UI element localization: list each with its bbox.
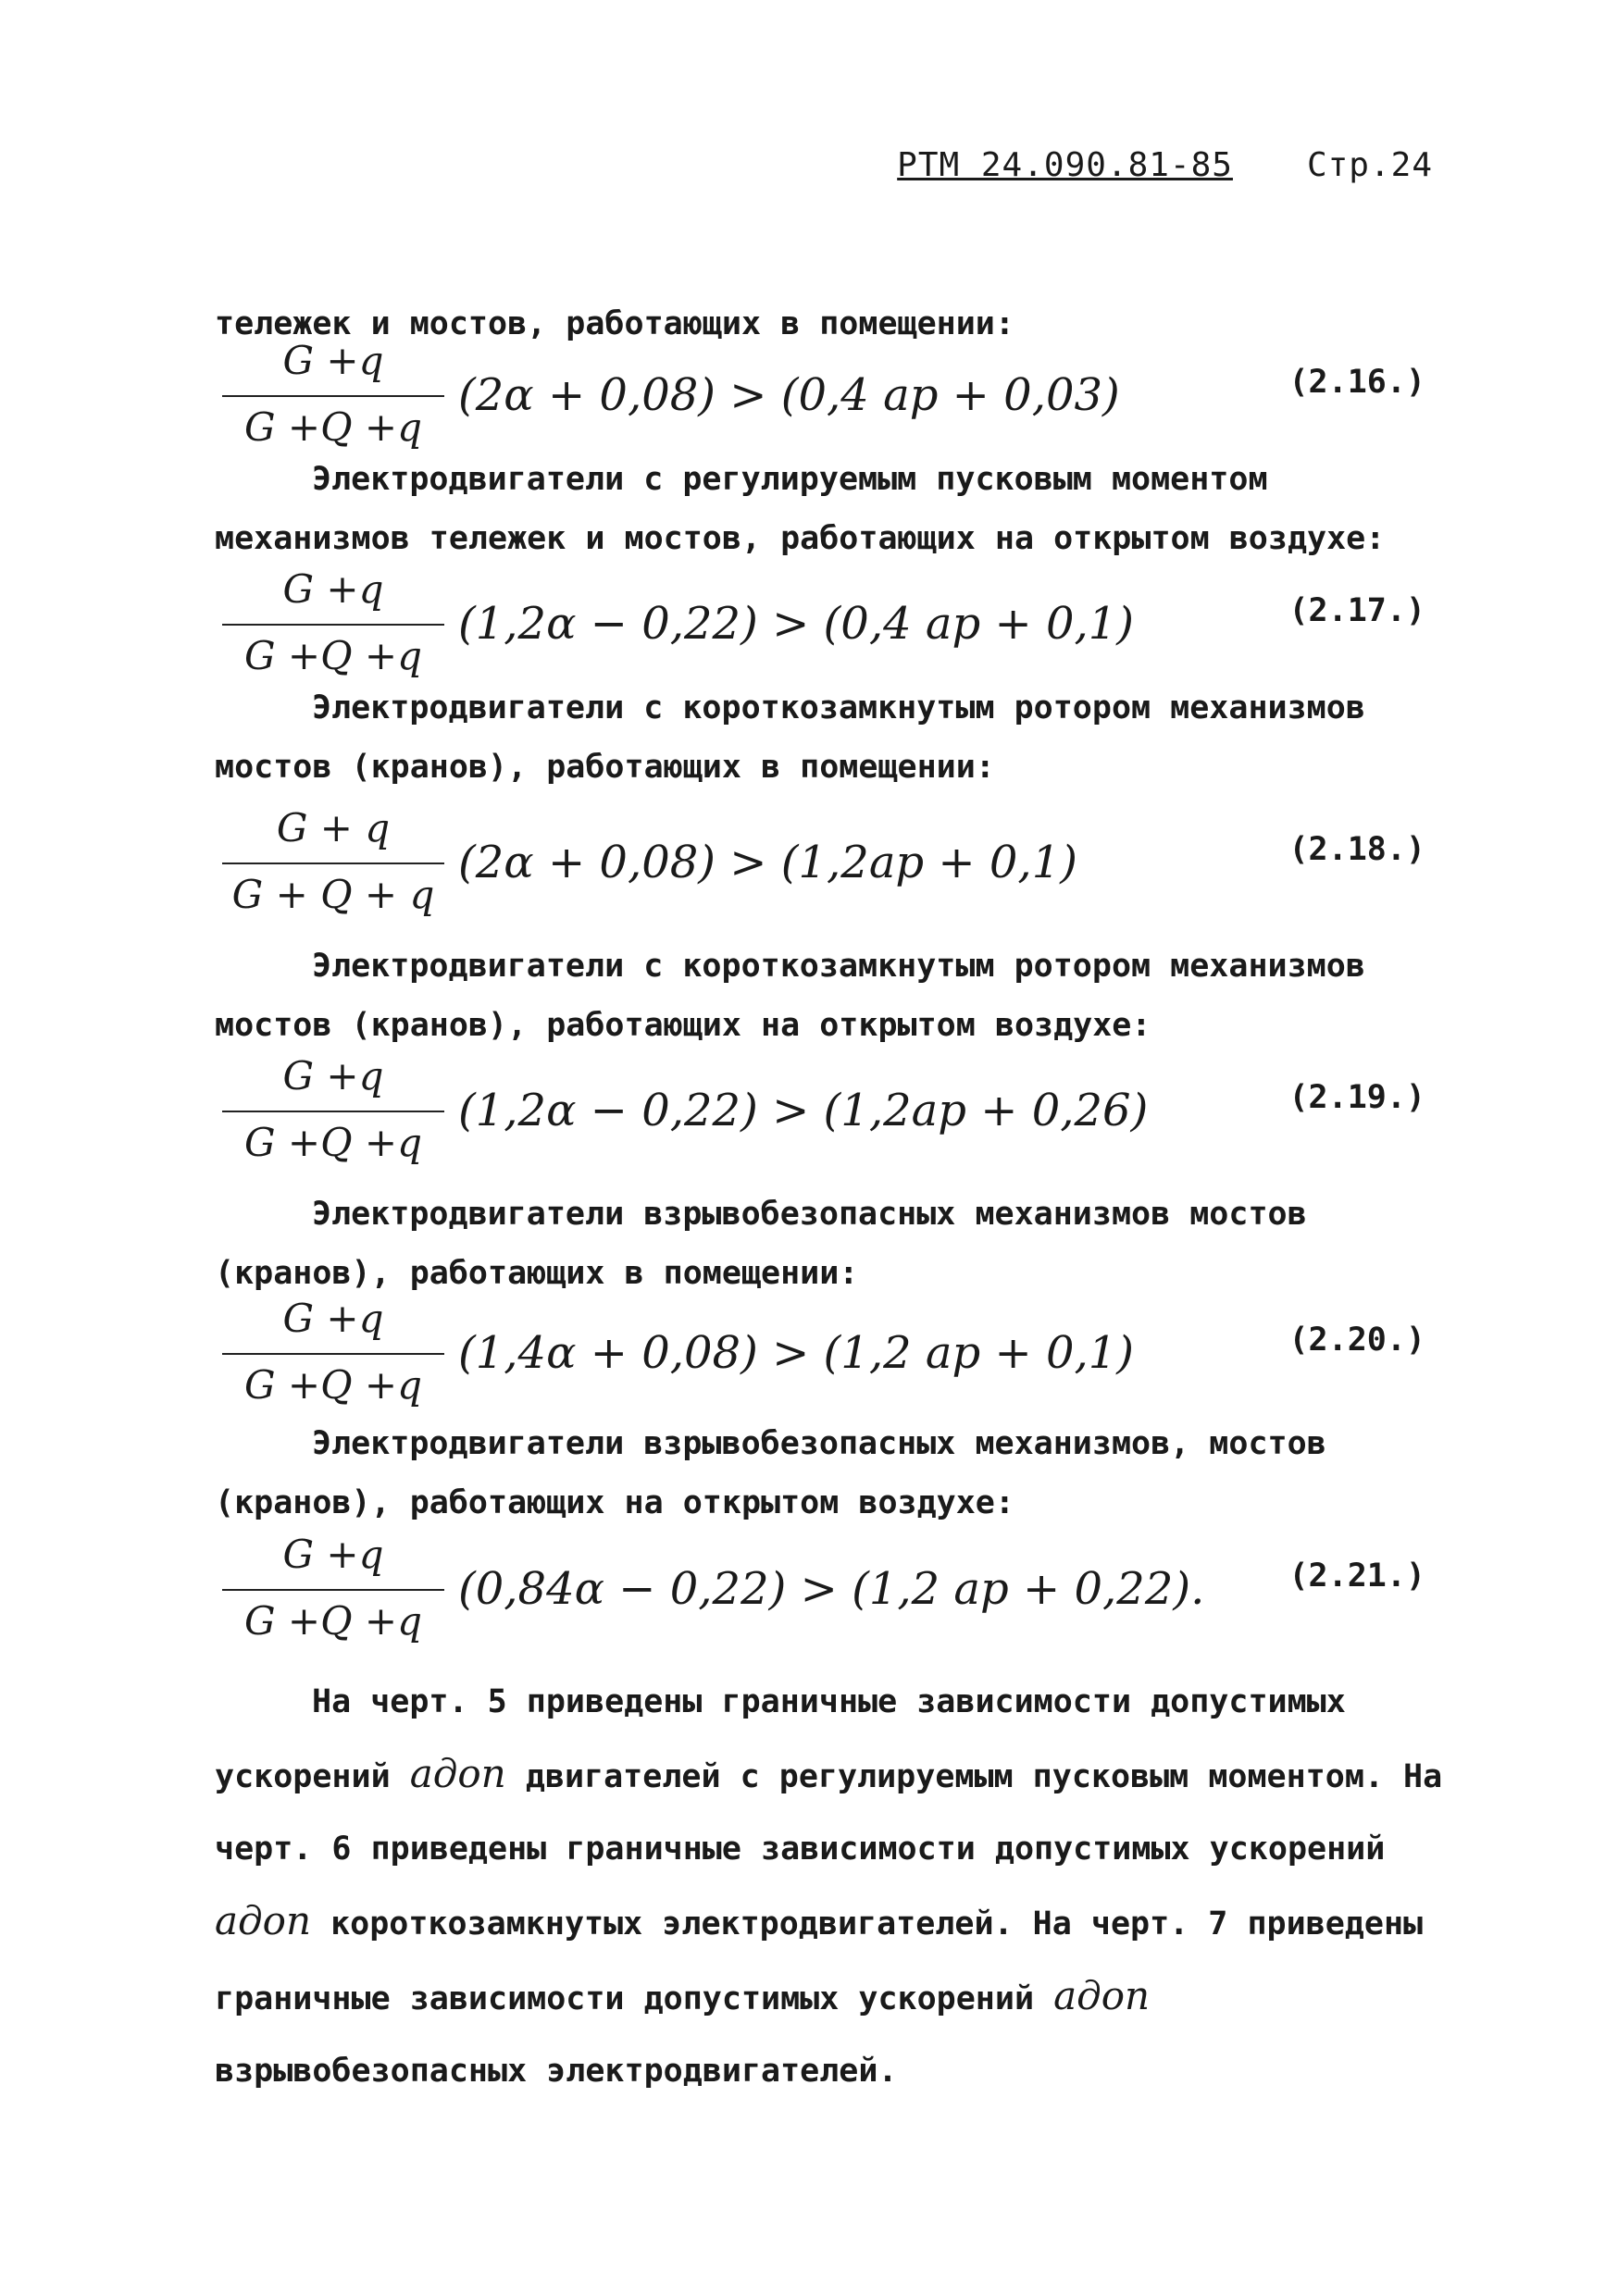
fraction-numerator: G +q <box>282 1296 384 1341</box>
fraction-denominator: G + Q + q <box>231 872 435 917</box>
fraction <box>222 1053 444 1183</box>
fraction-numerator: G +q <box>282 1532 384 1577</box>
fraction <box>222 566 444 696</box>
symbol-a-dop: aдоп <box>409 1751 506 1796</box>
formula-expression: (2α + 0,08) > (0,4 aр + 0,03) <box>458 369 1120 421</box>
equation-number: (2.17.) <box>1288 592 1425 629</box>
fraction-numerator: G +q <box>282 1053 384 1098</box>
paragraph <box>215 1666 1464 2107</box>
fraction-bar <box>222 1353 444 1355</box>
text-run: взрывобезопасных электродвигателей. <box>215 2053 898 2090</box>
fraction-denominator: G +Q +q <box>244 1120 422 1165</box>
fraction <box>222 338 444 467</box>
fraction-bar <box>222 1111 444 1112</box>
paragraph: Электродвигатели взрывобезопасных механизмов, мостов (кранов), работающих на открытом воздухе: <box>215 1425 1326 1521</box>
formula-2-19 <box>222 1053 1425 1183</box>
paragraph: Электродвигатели взрывобезопасных механизмов мостов (кранов), работающих в помещении: <box>215 1196 1307 1292</box>
fraction-denominator: G +Q +q <box>244 1598 422 1644</box>
equation-number: (2.18.) <box>1288 831 1425 868</box>
fraction-bar <box>222 863 444 864</box>
formula-2-20 <box>222 1296 1425 1425</box>
fraction <box>222 1296 444 1425</box>
fraction-bar <box>222 395 444 397</box>
page-header <box>897 146 1433 184</box>
fraction-bar <box>222 1589 444 1591</box>
fraction <box>222 1532 444 1661</box>
formula-expression: (2α + 0,08) > (1,2aр + 0,1) <box>458 837 1077 888</box>
paragraph: тележек и мостов, работающих в помещении: <box>215 305 1014 342</box>
text-run: двигателей с регулируемым пусковым моментом. На черт. 6 приведены граничные зависимости допустимых ускорений <box>215 1758 1443 1868</box>
paragraph: Электродвигатели с короткозамкнутым ротором механизмов мостов (кранов), работающих на открытом воздухе: <box>215 948 1365 1044</box>
formula-2-17 <box>222 566 1425 696</box>
formula-2-16 <box>222 338 1425 467</box>
equation-number: (2.21.) <box>1288 1558 1425 1595</box>
equation-number: (2.19.) <box>1288 1079 1425 1116</box>
symbol-a-dop: aдоп <box>1053 1973 1151 2018</box>
fraction-numerator: G + q <box>276 805 391 850</box>
equation-number: (2.20.) <box>1288 1322 1425 1359</box>
paragraph: Электродвигатели с короткозамкнутым ротором механизмов мостов (кранов), работающих в помещении: <box>215 689 1365 786</box>
fraction-denominator: G +Q +q <box>244 1362 422 1408</box>
symbol-a-dop: aдоп <box>215 1898 311 1943</box>
document-id: РТМ 24.090.81-85 <box>897 146 1233 184</box>
page-number: Стр.24 <box>1306 146 1433 184</box>
text-run: короткозамкнутых электродвигателей. На черт. 7 приведены граничные зависимости допустимых ускорений <box>215 1905 1424 2017</box>
fraction-denominator: G +Q +q <box>244 404 422 450</box>
paragraph: Электродвигатели с регулируемым пусковым моментом механизмов тележек и мостов, работающих на открытом воздухе: <box>215 461 1386 557</box>
formula-2-18 <box>222 805 1425 935</box>
fraction-denominator: G +Q +q <box>244 633 422 678</box>
formula-2-21 <box>222 1532 1425 1661</box>
fraction-numerator: G +q <box>282 566 384 612</box>
text-run: На черт. 5 приведены граничные зависимости допустимых ускорений <box>215 1683 1346 1795</box>
formula-expression: (0,84α − 0,22) > (1,2 aр + 0,22). <box>458 1563 1205 1615</box>
fraction-bar <box>222 624 444 626</box>
formula-expression: (1,4α + 0,08) > (1,2 aр + 0,1) <box>458 1327 1135 1379</box>
fraction-numerator: G +q <box>282 338 384 383</box>
formula-expression: (1,2α − 0,22) > (1,2aр + 0,26) <box>458 1085 1149 1136</box>
equation-number: (2.16.) <box>1288 364 1425 401</box>
formula-expression: (1,2α − 0,22) > (0,4 aр + 0,1) <box>458 598 1135 650</box>
fraction <box>222 805 444 935</box>
